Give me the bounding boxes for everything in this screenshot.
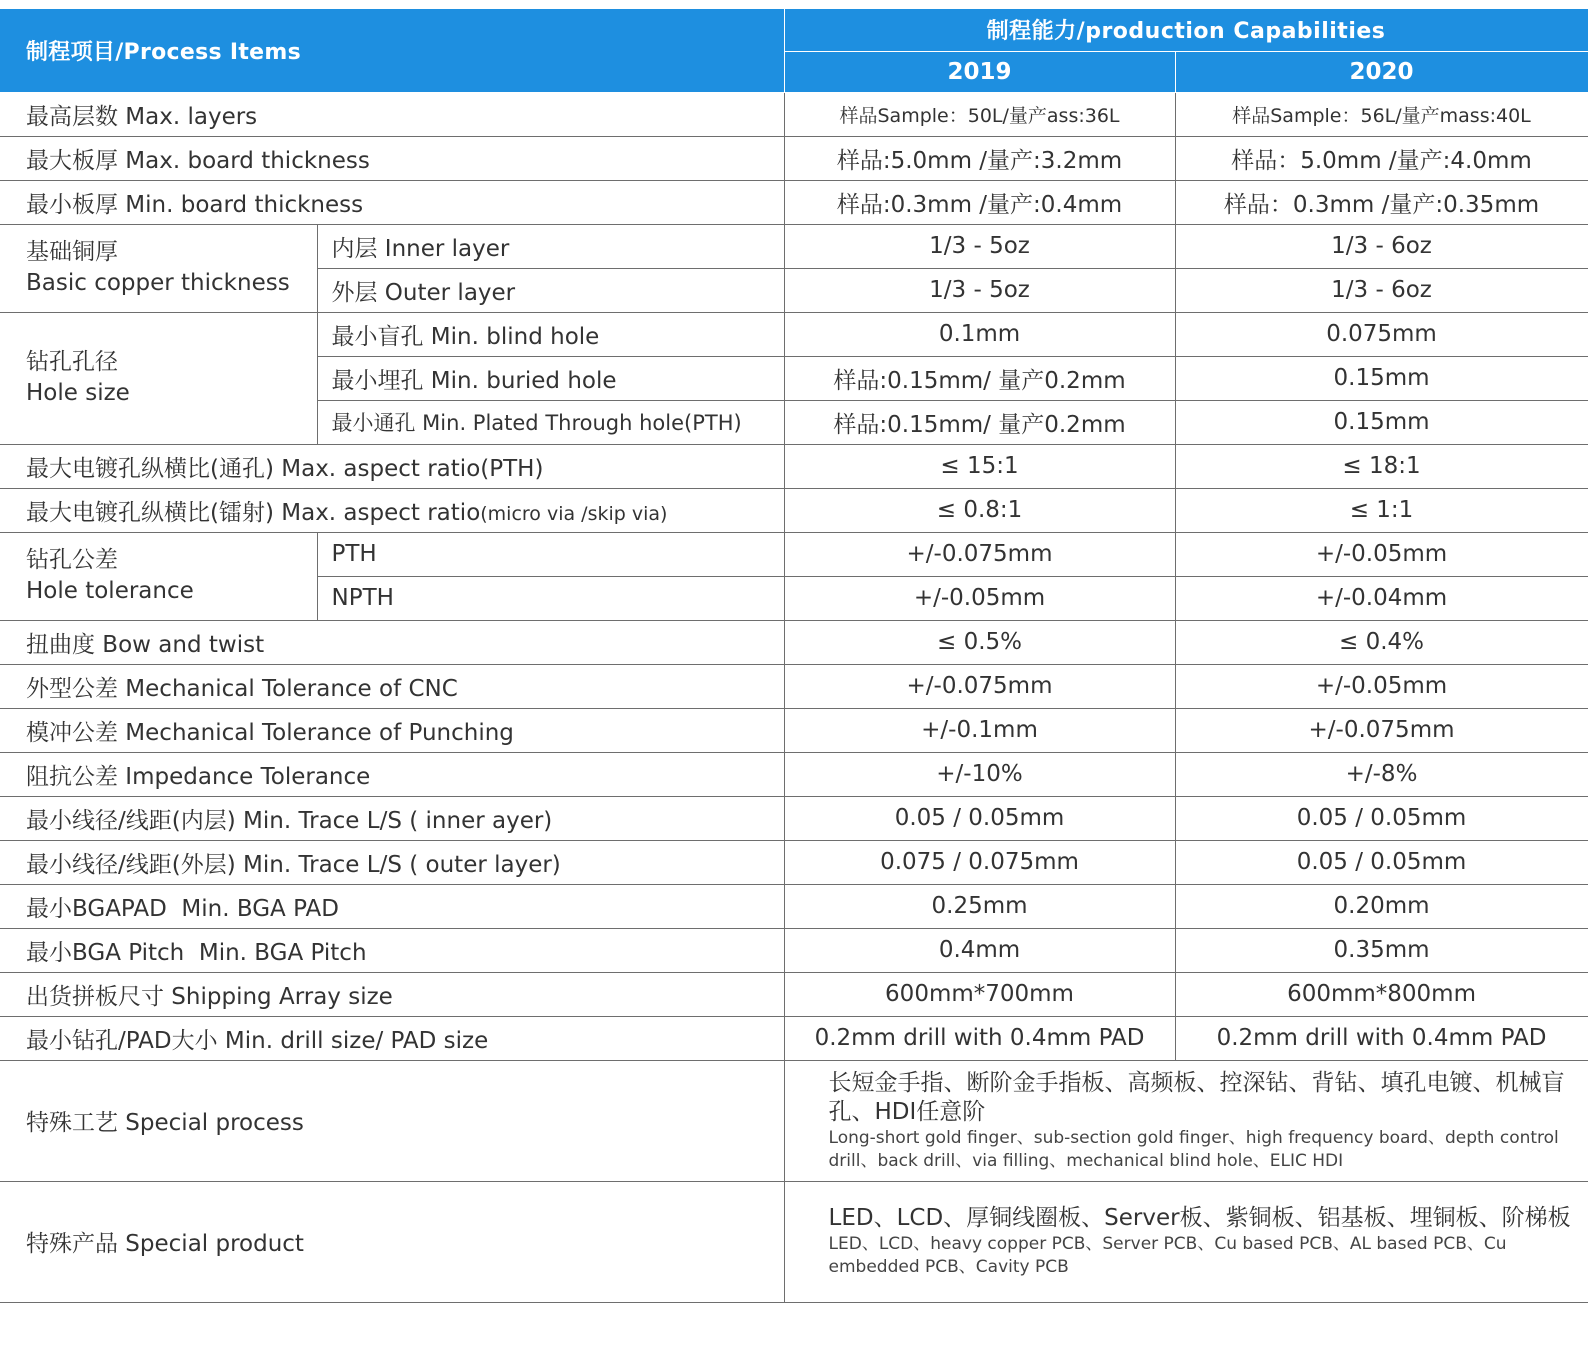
value-2019: ≤ 0.8:1 <box>784 488 1175 532</box>
value-2020: 1/3 - 6oz <box>1175 224 1588 268</box>
row-label: 最小线径/线距(内层) Min. Trace L/S ( inner ayer) <box>0 796 784 840</box>
value-2019: ≤ 0.5% <box>784 620 1175 664</box>
table-row <box>0 840 1588 884</box>
value-2019: 600mm*700mm <box>784 972 1175 1016</box>
row-label: 最大电镀孔纵横比(通孔) Max. aspect ratio(PTH) <box>0 444 784 488</box>
value-2020: ≤ 0.4% <box>1175 620 1588 664</box>
row-label: 外层 Outer layer <box>317 268 784 312</box>
table-row <box>0 972 1588 1016</box>
value-2019: 0.2mm drill with 0.4mm PAD <box>784 1016 1175 1060</box>
group-label-hole-size <box>0 312 317 444</box>
row-label: 最小通孔 Min. Plated Through hole(PTH) <box>317 400 784 444</box>
group-label-hole-tolerance <box>0 532 317 620</box>
table-row <box>0 136 1588 180</box>
row-label: 最小埋孔 Min. buried hole <box>317 356 784 400</box>
row-label: 模冲公差 Mechanical Tolerance of Punching <box>0 708 784 752</box>
value-2020: 0.075mm <box>1175 312 1588 356</box>
value-2019: 0.4mm <box>784 928 1175 972</box>
value-2020: 0.05 / 0.05mm <box>1175 796 1588 840</box>
table-row <box>0 796 1588 840</box>
group-label-cn: 基础铜厚 <box>26 239 118 265</box>
process-items-header: 制程项目/Process Items <box>0 9 784 93</box>
group-label-en: Hole size <box>26 380 130 406</box>
row-label: 最大板厚 Max. board thickness <box>0 136 784 180</box>
header-row <box>0 9 1588 52</box>
table-row <box>0 444 1588 488</box>
table-row <box>0 1181 1588 1302</box>
value-2020: 0.15mm <box>1175 356 1588 400</box>
value-2019: 0.25mm <box>784 884 1175 928</box>
special-product-cell <box>784 1181 1588 1302</box>
value-2020: 1/3 - 6oz <box>1175 268 1588 312</box>
value-2020: 0.35mm <box>1175 928 1588 972</box>
group-label-en: Hole tolerance <box>26 578 194 604</box>
group-label-cn: 钻孔孔径 <box>26 349 118 375</box>
table-row <box>0 884 1588 928</box>
row-label: 最小板厚 Min. board thickness <box>0 180 784 224</box>
row-label: 最小线径/线距(外层) Min. Trace L/S ( outer layer) <box>0 840 784 884</box>
value-2020: ≤ 18:1 <box>1175 444 1588 488</box>
value-2019: +/-0.075mm <box>784 664 1175 708</box>
value-2019: 样品:5.0mm /量产:3.2mm <box>784 136 1175 180</box>
value-2020: +/-8% <box>1175 752 1588 796</box>
value-2020: 0.2mm drill with 0.4mm PAD <box>1175 1016 1588 1060</box>
row-label: 阻抗公差 Impedance Tolerance <box>0 752 784 796</box>
special-product-en: LED、LCD、heavy copper PCB、Server PCB、Cu based PCB、AL based PCB、Cu embedded PCB、Cavity PCB <box>828 1234 1507 1277</box>
table-row <box>0 928 1588 972</box>
row-label: 最小BGAPAD Min. BGA PAD <box>0 884 784 928</box>
table-row <box>0 708 1588 752</box>
value-2020: +/-0.05mm <box>1175 532 1588 576</box>
row-label: 最小盲孔 Min. blind hole <box>317 312 784 356</box>
capabilities-header: 制程能力/production Capabilities <box>784 9 1588 52</box>
value-2020: 0.15mm <box>1175 400 1588 444</box>
year-2019-header: 2019 <box>784 51 1175 92</box>
value-2019: 1/3 - 5oz <box>784 224 1175 268</box>
special-process-cn: 长短金手指、断阶金手指板、高频板、控深钻、背钻、填孔电镀、机械盲孔、HDI任意阶 <box>828 1069 1565 1125</box>
value-2020: 600mm*800mm <box>1175 972 1588 1016</box>
row-label: 最小BGA Pitch Min. BGA Pitch <box>0 928 784 972</box>
group-label-en: Basic copper thickness <box>26 270 290 296</box>
table-row <box>0 224 1588 268</box>
table-row <box>0 620 1588 664</box>
value-2020: 样品：5.0mm /量产:4.0mm <box>1175 136 1588 180</box>
value-2019: 0.1mm <box>784 312 1175 356</box>
capabilities-table <box>0 8 1588 1303</box>
value-2020: ≤ 1:1 <box>1175 488 1588 532</box>
row-label: 最高层数 Max. layers <box>0 92 784 136</box>
row-label: 内层 Inner layer <box>317 224 784 268</box>
value-2020: 0.05 / 0.05mm <box>1175 840 1588 884</box>
table-row <box>0 1016 1588 1060</box>
table-row <box>0 532 1588 576</box>
row-label: 特殊产品 Special product <box>0 1181 784 1302</box>
value-2020: +/-0.075mm <box>1175 708 1588 752</box>
row-label: NPTH <box>317 576 784 620</box>
value-2019: 样品:0.3mm /量产:0.4mm <box>784 180 1175 224</box>
value-2019: 0.05 / 0.05mm <box>784 796 1175 840</box>
row-label-micro-via <box>0 488 784 532</box>
table-row <box>0 180 1588 224</box>
value-2019: ≤ 15:1 <box>784 444 1175 488</box>
year-2020-header: 2020 <box>1175 51 1588 92</box>
value-2020: +/-0.04mm <box>1175 576 1588 620</box>
value-2019: +/-0.075mm <box>784 532 1175 576</box>
table-row <box>0 488 1588 532</box>
special-product-cn: LED、LCD、厚铜线圈板、Server板、紫铜板、铝基板、埋铜板、阶梯板 <box>828 1205 1571 1231</box>
value-2019: 0.075 / 0.075mm <box>784 840 1175 884</box>
row-label-main: 最大电镀孔纵横比(镭射) Max. aspect ratio <box>26 499 481 526</box>
table-row <box>0 1060 1588 1181</box>
row-label: 最小钻孔/PAD大小 Min. drill size/ PAD size <box>0 1016 784 1060</box>
table-row <box>0 752 1588 796</box>
special-process-en: Long-short gold finger、sub-section gold finger、high frequency board、depth control drill、back drill、via filling、mechanical blind hole、ELIC HDI <box>828 1127 1559 1171</box>
value-2020: 样品Sample：56L/量产mass:40L <box>1175 92 1588 136</box>
table-row <box>0 664 1588 708</box>
row-label: PTH <box>317 532 784 576</box>
value-2019: +/-10% <box>784 752 1175 796</box>
value-2019: 样品:0.15mm/ 量产0.2mm <box>784 356 1175 400</box>
row-label-note: (micro via /skip via) <box>480 502 668 525</box>
special-process-cell <box>784 1060 1588 1181</box>
row-label: 出货拼板尺寸 Shipping Array size <box>0 972 784 1016</box>
group-label-cn: 钻孔公差 <box>26 547 118 573</box>
value-2020: 样品：0.3mm /量产:0.35mm <box>1175 180 1588 224</box>
value-2020: +/-0.05mm <box>1175 664 1588 708</box>
value-2020: 0.20mm <box>1175 884 1588 928</box>
row-label: 特殊工艺 Special process <box>0 1060 784 1181</box>
value-2019: 样品Sample：50L/量产ass:36L <box>784 92 1175 136</box>
table-row <box>0 92 1588 136</box>
row-label: 外型公差 Mechanical Tolerance of CNC <box>0 664 784 708</box>
value-2019: +/-0.05mm <box>784 576 1175 620</box>
group-label-copper <box>0 224 317 312</box>
row-label: 扭曲度 Bow and twist <box>0 620 784 664</box>
value-2019: 样品:0.15mm/ 量产0.2mm <box>784 400 1175 444</box>
value-2019: 1/3 - 5oz <box>784 268 1175 312</box>
value-2019: +/-0.1mm <box>784 708 1175 752</box>
table-row <box>0 312 1588 356</box>
